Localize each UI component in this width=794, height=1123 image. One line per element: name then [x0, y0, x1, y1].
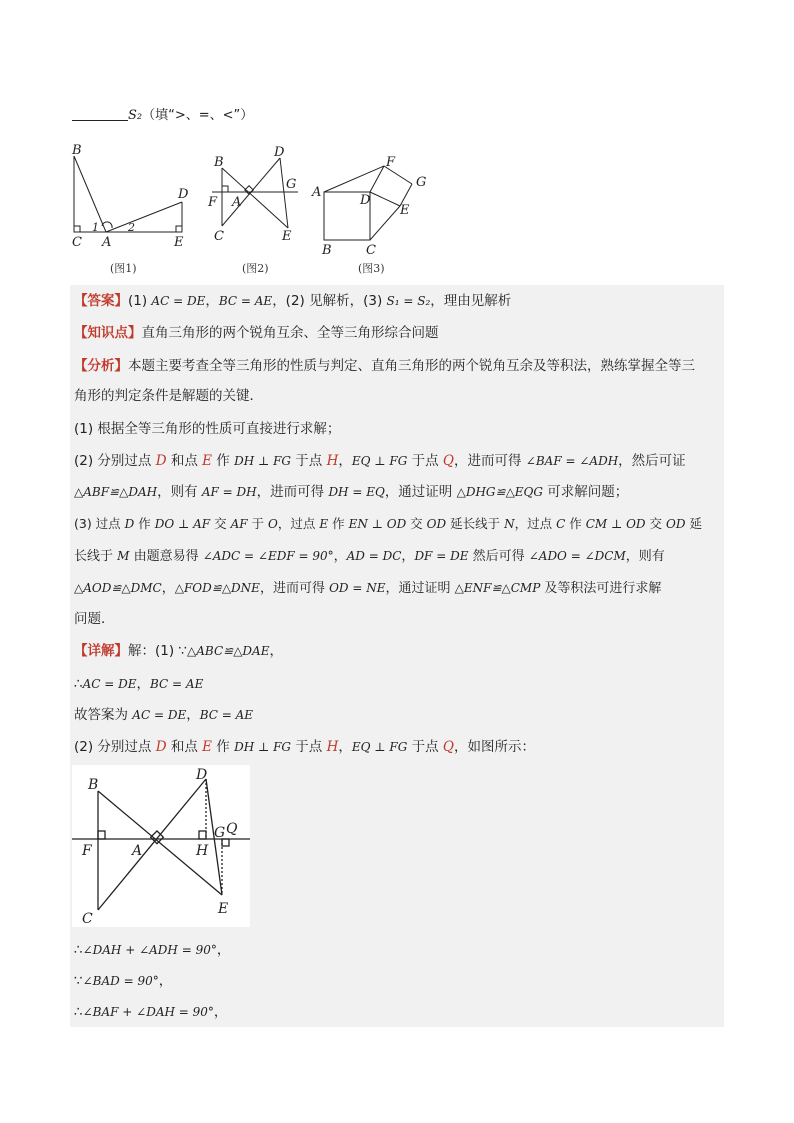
- math: EN ⊥ OD: [348, 517, 407, 531]
- detail-tag: 【详解】: [74, 643, 128, 659]
- caption-fig2: (图2): [242, 262, 269, 275]
- analysis-text-1: 本题主要考查全等三角形的性质与判定、直角三角形的两个锐角互余及等积法，熟练掌握全等三: [128, 358, 695, 374]
- math: E: [319, 517, 329, 531]
- math: N: [504, 517, 515, 531]
- t: ，则有: [157, 484, 202, 500]
- fig3-label-B: B: [322, 243, 332, 258]
- t: ，: [338, 739, 352, 755]
- t: 作: [134, 516, 155, 531]
- knowledge-text: 直角三角形的两个锐角互余、全等三角形综合问题: [141, 325, 439, 341]
- math: EQ ⊥ FG: [351, 454, 408, 468]
- math: ∠DAH + ∠ADH = 90°: [82, 943, 217, 957]
- math: △DHG≌△EQG: [456, 485, 543, 499]
- math: ∠BAF + ∠DAH = 90°: [82, 1005, 214, 1019]
- t: ，: [186, 707, 200, 723]
- t: 作: [565, 516, 586, 531]
- fill-blank-line: [72, 104, 253, 123]
- analysis-line-1: [74, 356, 722, 376]
- fig3-label-C: C: [366, 243, 376, 258]
- point-H: H: [326, 739, 339, 755]
- t: ，: [136, 676, 151, 692]
- detail-line-3: [74, 705, 722, 725]
- t: 延: [685, 516, 702, 531]
- fig4-label-A: A: [132, 843, 143, 859]
- point-E: E: [202, 453, 212, 469]
- t: 于点: [291, 453, 327, 469]
- math: AC = DE: [82, 677, 137, 691]
- analysis-line-3: [74, 419, 722, 439]
- analysis-line-7: [74, 546, 722, 567]
- detail-figure: [72, 765, 250, 927]
- t: ∵: [74, 973, 83, 989]
- point-D: D: [155, 453, 167, 469]
- fig4-label-G: G: [214, 825, 226, 841]
- analysis-line-5: [74, 482, 722, 502]
- fig3-label-F: F: [386, 155, 396, 170]
- detail-figure-svg: [72, 765, 250, 927]
- t: 解：(1) ∵: [128, 643, 188, 659]
- t: ∴: [74, 676, 83, 692]
- t: (2) 分别过点: [74, 453, 156, 469]
- t: ，进而可得: [259, 581, 330, 596]
- t: 和点: [166, 739, 203, 755]
- math: CM ⊥ OD: [585, 517, 646, 531]
- t: 作: [328, 516, 349, 531]
- fig1-angle-2: 2: [128, 221, 135, 234]
- math: ∠ADO = ∠DCM: [528, 549, 626, 563]
- math: DH = EQ: [328, 485, 385, 499]
- analysis-text-3: (1) 根据全等三角形的性质可直接进行求解；: [74, 421, 341, 437]
- detail-step-3: [74, 1002, 722, 1022]
- point-Q: Q: [442, 739, 454, 755]
- fig4-label-Q: Q: [226, 821, 238, 837]
- t: 延长线于: [446, 516, 505, 531]
- fig2-label-B: B: [214, 155, 224, 170]
- analysis-tag: 【分析】: [74, 358, 128, 374]
- answer-math-1: AC = DE: [151, 294, 206, 308]
- fig1-label-B: B: [72, 143, 82, 158]
- point-E: E: [202, 739, 212, 755]
- fig3-label-E: E: [400, 203, 410, 218]
- math: DH ⊥ FG: [234, 740, 292, 754]
- figures-svg: [66, 140, 466, 280]
- math: C: [556, 517, 566, 531]
- t: 交: [645, 516, 666, 531]
- answer-blank[interactable]: [72, 120, 128, 121]
- figure-2: [212, 158, 298, 228]
- t: 由题意易得: [129, 549, 203, 564]
- t: ，通过证明: [385, 581, 455, 596]
- math: BC = AE: [199, 708, 254, 722]
- fig4-label-F: F: [82, 843, 92, 859]
- t: ∴: [74, 942, 83, 958]
- analysis-line-6: [74, 514, 722, 534]
- math: D: [124, 517, 135, 531]
- t: ，: [213, 1004, 228, 1020]
- fig4-label-E: E: [218, 901, 229, 917]
- analysis-line-2: [74, 386, 722, 406]
- math: BC = AE: [150, 677, 204, 691]
- math: DF = DE: [414, 549, 469, 563]
- fig4-label-D: D: [196, 767, 208, 783]
- t: 长线于: [74, 549, 118, 564]
- math: OD: [666, 517, 686, 531]
- t: ，: [269, 643, 283, 659]
- t: ，: [161, 581, 175, 596]
- math: AC = DE: [132, 708, 187, 722]
- t: ，然后可证: [618, 453, 686, 469]
- math: EQ ⊥ FG: [351, 740, 408, 754]
- t: ，则有: [625, 549, 665, 564]
- t: 作: [212, 453, 235, 469]
- fig2-label-E: E: [282, 229, 292, 244]
- math: ∠BAD = 90°: [82, 974, 159, 988]
- fig4-label-B: B: [88, 777, 99, 793]
- detail-step-2: [74, 971, 722, 991]
- math: △FOD≌△DNE: [174, 581, 260, 595]
- fig2-label-A: A: [232, 195, 242, 210]
- fig3-label-G: G: [416, 175, 427, 190]
- t: 和点: [166, 453, 203, 469]
- math: O: [268, 517, 278, 531]
- t: (2) 分别过点: [74, 739, 156, 755]
- point-H: H: [326, 453, 339, 469]
- caption-fig1: (图1): [110, 262, 137, 275]
- t: ，如图所示：: [454, 739, 535, 755]
- knowledge-row: [74, 323, 722, 343]
- fig2-label-F: F: [208, 195, 218, 210]
- fig1-label-D: D: [178, 187, 189, 202]
- detail-step-1: [74, 940, 722, 960]
- t: ，通过证明: [384, 484, 457, 500]
- answer-row: [74, 291, 722, 311]
- detail-line-2: [74, 674, 722, 694]
- t: 于点: [407, 453, 443, 469]
- math: DH ⊥ FG: [234, 454, 292, 468]
- t: ，: [158, 973, 173, 989]
- math: △AOD≌△DMC: [74, 581, 162, 595]
- detail-line-4: [74, 737, 722, 757]
- t: ，进而可得: [454, 453, 526, 469]
- figure-group: [66, 140, 466, 280]
- math: AF: [230, 517, 248, 531]
- t: ，: [216, 942, 231, 958]
- answer-tag: 【答案】: [74, 293, 128, 309]
- t: ，: [333, 549, 347, 564]
- answer-math-2: BC = AE: [218, 294, 273, 308]
- t: ，: [338, 453, 352, 469]
- fig1-label-E: E: [174, 235, 184, 250]
- t: ，进而可得: [256, 484, 329, 500]
- fig2-label-D: D: [274, 145, 285, 160]
- math: DO ⊥ AF: [154, 517, 211, 531]
- answer-sep-1: ，: [205, 293, 219, 309]
- math: ∠BAF = ∠ADH: [525, 454, 619, 468]
- t: ，过点: [514, 516, 557, 531]
- t: 及等积法可进行求解: [540, 581, 662, 596]
- answer-part1: (1): [128, 293, 152, 309]
- math: △ABC≌△DAE: [187, 644, 270, 658]
- analysis-line-9: [74, 609, 722, 629]
- fill-hint: （填“>、=、<”）: [142, 108, 254, 123]
- answer-sep-2: ，(2) 见解析，(3): [272, 293, 387, 309]
- caption-fig3: (图3): [358, 262, 385, 275]
- point-Q: Q: [442, 453, 454, 469]
- answer-math-3: S₁ = S₂: [386, 294, 431, 308]
- t: ，: [401, 549, 415, 564]
- t: 交: [406, 516, 427, 531]
- analysis-line-4: [74, 451, 722, 471]
- point-D: D: [155, 739, 167, 755]
- t: 交: [210, 516, 231, 531]
- fig2-label-C: C: [214, 229, 224, 244]
- t: 然后可得: [468, 549, 529, 564]
- math: AD = DC: [346, 549, 402, 563]
- fig4-label-H: H: [196, 843, 209, 859]
- fig3-label-A: A: [312, 185, 322, 200]
- t: ∴: [74, 1004, 83, 1020]
- math: OD = NE: [329, 581, 386, 595]
- t: 可求解问题；: [542, 484, 629, 500]
- analysis-text-2: 角形的判定条件是解题的关键．: [74, 388, 263, 404]
- answer-sep-3: ，理由见解析: [430, 293, 512, 309]
- math: AF = DH: [201, 485, 257, 499]
- t: 故答案为: [74, 707, 133, 723]
- math: M: [117, 549, 130, 563]
- s2-symbol: S₂: [128, 108, 143, 123]
- fig1-label-C: C: [72, 235, 82, 250]
- math: △ENF≌△CMP: [454, 581, 541, 595]
- fig2-label-G: G: [286, 177, 297, 192]
- t: 于点: [291, 739, 327, 755]
- analysis-line-8: [74, 578, 722, 599]
- fig4-label-C: C: [82, 911, 93, 927]
- math: △ABF≌△DAH: [74, 485, 158, 499]
- math: OD: [426, 517, 447, 531]
- fig1-angle-1: 1: [92, 221, 99, 234]
- analysis-text-9: 问题．: [74, 611, 115, 627]
- t: ，过点: [277, 516, 320, 531]
- t: 于点: [407, 739, 443, 755]
- t: (3) 过点: [74, 516, 125, 531]
- fig1-label-A: A: [102, 235, 112, 250]
- t: 作: [212, 739, 235, 755]
- t: 于: [247, 516, 269, 531]
- math: ∠ADC = ∠EDF = 90°: [202, 549, 334, 563]
- knowledge-tag: 【知识点】: [74, 325, 142, 341]
- detail-line-1: [74, 641, 722, 661]
- fig3-label-D: D: [360, 193, 371, 208]
